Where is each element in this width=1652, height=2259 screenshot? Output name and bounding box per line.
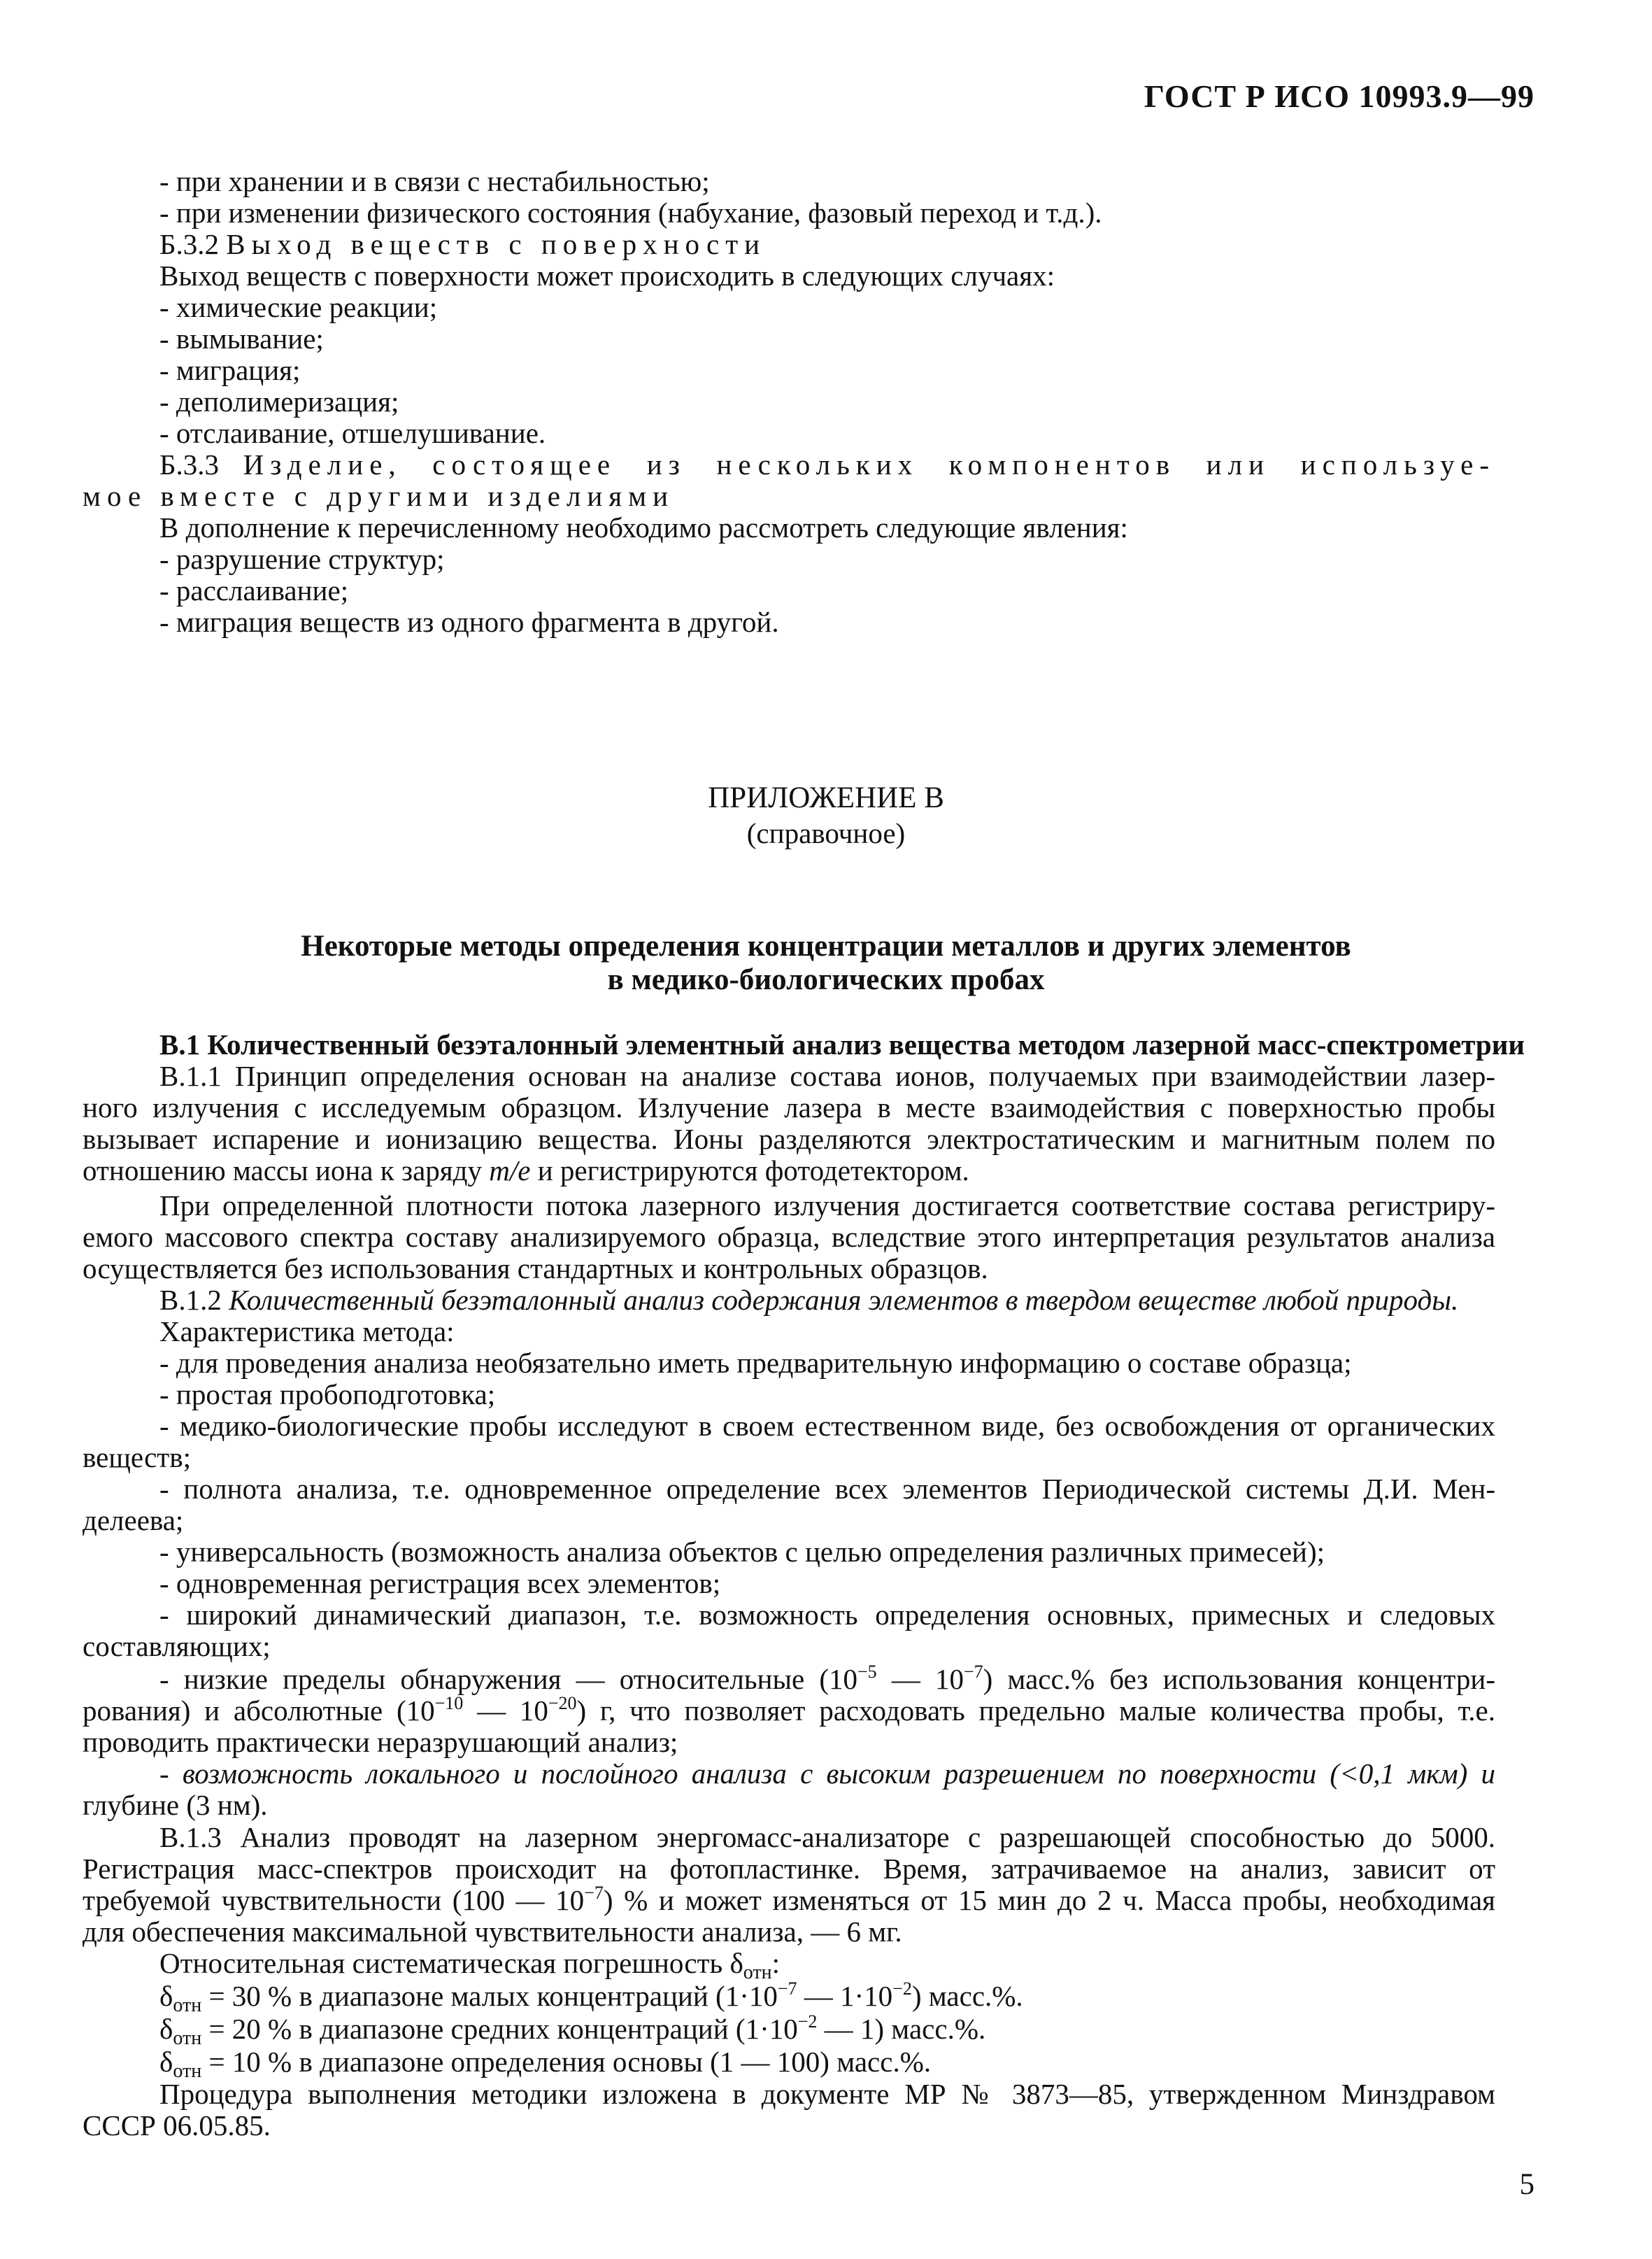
list-item: - деполимеризация;	[159, 385, 399, 418]
paragraph: Выход веществ с поверхности может происходить в следующих случаях:	[159, 260, 1055, 292]
list-item-cont: веществ;	[83, 1441, 191, 1473]
appendix-heading: Некоторые методы определения концентрации металлов и других элементов	[301, 930, 1351, 963]
paragraph-line: требуемой чувствительности (100 — $10^{-7}$) % и может изменяться от 15 мин до 2 ч. Масса пробы, необходимая	[83, 1883, 1495, 1916]
section-heading-b33-cont: мое вместе с другими изделиями	[83, 480, 675, 512]
appendix-heading-cont: в медико-биологических пробах	[607, 963, 1045, 996]
error-row: $\delta_{отн} = 30$ % в диапазоне малых концентраций ($1\cdot 10^{-7}$ — $1\cdot 10^{-2}$) масс.%.	[159, 1978, 1023, 2016]
list-item-cont: рования) и абсолютные ($10^{-10}$ — $10^{-20}$) г, что позволяет расходовать предельно малые количества пробы, т.е.	[83, 1693, 1496, 1727]
paragraph-line: емого массового спектра составу анализируемого образца, вследствие этого интерпретация результатов анализа	[83, 1221, 1495, 1253]
paragraph-line: ного излучения с исследуемым образцом. Излучение лазера в месте взаимодействия с поверхностью пробы	[83, 1091, 1495, 1124]
section-heading-b33: Б.3.3 Изделие, состоящее из нескольких компонентов или используе-	[159, 448, 1495, 481]
paragraph-line: СССР 06.05.85.	[83, 2109, 271, 2141]
list-item: - возможность локального и послойного анализа с высоким разрешением по поверхности (<0,1 мкм) и	[159, 1757, 1495, 1790]
paragraph-line: При определенной плотности потока лазерного излучения достигается соответствие состава регистриру-	[159, 1189, 1495, 1221]
list-item: - расслаивание;	[159, 574, 349, 607]
page-number: 5	[1519, 2168, 1534, 2201]
list-item: - отслаивание, отшелушивание.	[159, 417, 546, 449]
appendix-title: ПРИЛОЖЕНИЕ В	[708, 781, 944, 814]
list-item: - низкие пределы обнаружения — относительные ($10^{-5}$ — $10^{-7}$) масс.% без использования концентри-	[159, 1662, 1495, 1695]
list-item: - одновременная регистрация всех элементов;	[159, 1567, 721, 1599]
list-item: - при хранении и в связи с нестабильностью;	[159, 165, 710, 197]
list-item-cont: составляющих;	[83, 1630, 271, 1662]
paragraph: Характеристика метода:	[159, 1315, 455, 1347]
section-heading-b12: В.1.2 Количественный безэталонный анализ содержания элементов в твердом веществе любой природы.	[159, 1284, 1459, 1316]
paragraph: В дополнение к перечисленному необходимо рассмотреть следующие явления:	[159, 511, 1128, 544]
list-item: - разрушение структур;	[159, 543, 445, 575]
error-row: $\delta_{отн} = 10$ % в диапазоне определения основы (1 — 100) масс.%.	[159, 2046, 932, 2082]
paragraph-line: для обеспечения максимальной чувствительности анализа, — 6 мг.	[83, 1915, 902, 1948]
list-item: - медико-биологические пробы исследуют в своем естественном виде, без освобождения от органических	[159, 1410, 1495, 1442]
list-item: - простая пробоподготовка;	[159, 1378, 496, 1410]
list-item: - для проведения анализа необязательно иметь предварительную информацию о составе образца;	[159, 1347, 1352, 1379]
error-label: Относительная систематическая погрешность $\delta_{отн}$:	[159, 1947, 781, 1983]
paragraph-line: Регистрация масс-спектров происходит на фотопластинке. Время, затрачиваемое на анализ, зависит от	[83, 1853, 1495, 1885]
list-item: - полнота анализа, т.е. одновременное определение всех элементов Периодической системы Д.И. Мен-	[159, 1473, 1495, 1505]
list-item: - миграция;	[159, 354, 301, 386]
paragraph-line: отношению массы иона к заряду m/e и регистрируются фотодетектором.	[83, 1154, 969, 1187]
section-heading-b1: В.1 Количественный безэталонный элементный анализ вещества методом лазерной масс-спектрометрии	[159, 1028, 1525, 1061]
document-header: ГОСТ Р ИСО 10993.9—99	[1144, 78, 1534, 114]
paragraph-line: В.1.3 Анализ проводят на лазерном энергомасс-анализаторе с разрешающей способностью до 5000.	[159, 1821, 1495, 1853]
list-item-cont: проводить практически неразрушающий анализ;	[83, 1726, 678, 1758]
section-heading-b32: Б.3.2 Выход веществ с поверхности	[159, 228, 767, 260]
paragraph-line: В.1.1 Принцип определения основан на анализе состава ионов, получаемых при взаимодействии лазер-	[159, 1060, 1495, 1092]
paragraph-line: вызывает испарение и ионизацию вещества. Ионы разделяются электростатическим и магнитным полем по	[83, 1123, 1495, 1155]
list-item: - химические реакции;	[159, 291, 438, 323]
list-item: - широкий динамический диапазон, т.е. возможность определения основных, примесных и следовых	[159, 1599, 1495, 1631]
appendix-subtitle: (справочное)	[746, 817, 906, 849]
list-item: - миграция веществ из одного фрагмента в другой.	[159, 606, 779, 638]
paragraph-line: осуществляется без использования стандартных и контрольных образцов.	[83, 1252, 988, 1284]
list-item-cont: делеева;	[83, 1504, 184, 1536]
list-item-cont: глубине (3 нм).	[83, 1789, 268, 1821]
list-item: - при изменении физического состояния (набухание, фазовый переход и т.д.).	[159, 197, 1102, 229]
paragraph-line: Процедура выполнения методики изложена в документе МР № 3873—85, утвержденном Минздравом	[159, 2078, 1495, 2110]
list-item: - универсальность (возможность анализа объектов с целью определения различных примесей);	[159, 1536, 1325, 1568]
list-item: - вымывание;	[159, 323, 324, 355]
error-row: $\delta_{отн} = 20$ % в диапазоне средних концентраций ($1\cdot 10^{-2}$ — 1) масс.%.	[159, 2011, 986, 2049]
